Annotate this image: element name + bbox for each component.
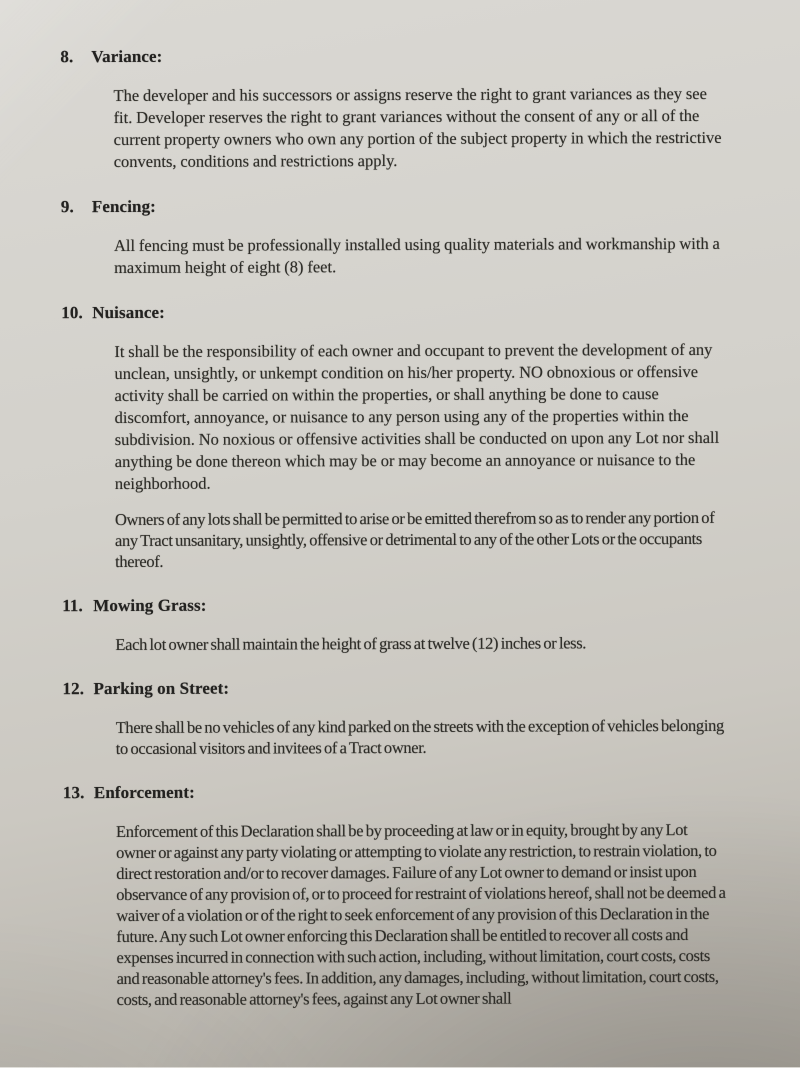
section-title: Nuisance: xyxy=(92,302,165,323)
section-nuisance xyxy=(61,291,728,572)
section-variance xyxy=(60,45,726,173)
section-paragraph: Each lot owner shall maintain the height of grass at twelve (12) inches or less. xyxy=(115,633,587,654)
section-mowing-grass xyxy=(62,584,728,655)
section-number: 8. xyxy=(60,47,74,67)
section-number: 12. xyxy=(62,679,85,699)
section-parking-on-street xyxy=(62,667,728,759)
section-paragraph: It shall be the responsibility of each owner and occupant to prevent the development of any unclean, unsightly, or unkempt condition on his/her property. NO obnoxious or offensive activity shall be carried on within the properties, or shall anything be done to cause discomfort, annoyance, or nuisance to any person using any of the properties within the subdivision. No noxious or offensive activities shall be conducted on upon any Lot nor shall anything be done thereon which may be or may become an annoyance or nuisance to the neighborhood. xyxy=(114,339,720,493)
section-paragraph: Enforcement of this Declaration shall be by proceeding at law or in equity, brought by any Lot owner or against any party violating or attempting to violate any restriction, to restrain violation, to direct restoration and/or to recover damages. Failure of any Lot owner to demand or insist upon observance of any provision of, or to proceed for restraint of violations hereof, shall not be deemed a waiver of a violation or of the right to seek enforcement of any provision of this Declaration in the future. Any such Lot owner enforcing this Declaration shall be entitled to recover all costs and expenses incurred in connection with such action, including, without limitation, court costs, costs and reasonable attorney's fees. In addition, any damages, including, without limitation, court costs, costs, and reasonable attorney's fees, against any Lot owner shall xyxy=(116,819,726,1009)
section-number: 10. xyxy=(61,303,83,323)
section-title: Enforcement: xyxy=(93,782,195,803)
section-heading-fencing xyxy=(61,185,727,217)
section-paragraph: All fencing must be professionally installed using quality materials and workmanship with a maximum height of eight (8) feet. xyxy=(113,233,720,277)
section-heading-nuisance xyxy=(61,291,727,323)
section-heading-variance xyxy=(60,45,726,67)
section-title: Fencing: xyxy=(91,196,156,217)
section-paragraph: There shall be no vehicles of any kind parked on the streets with the exception of vehicles belonging to occasional visitors and invitees of a Tract owner. xyxy=(115,715,724,758)
section-title: Mowing Grass: xyxy=(93,595,207,616)
section-number: 13. xyxy=(62,783,85,803)
section-paragraph: The developer and his successors or assigns reserve the right to grant variances as they see fit. Developer reserves the right to grant variances without the consent of any or all of the current property owners who own any portion of the subject property in which the restrictive convents, conditions and restrictions apply. xyxy=(113,83,722,171)
section-heading-mowing-grass xyxy=(62,584,728,616)
section-title: Parking on Street: xyxy=(93,678,230,699)
section-number: 9. xyxy=(60,197,74,217)
section-paragraph: Owners of any lots shall be permitted to arise or be emitted therefrom so as to render any portion of any Tract unsanitary, unsightly, offensive or detrimental to any of the other Lots or the occupants thereof. xyxy=(114,507,715,571)
section-title: Variance: xyxy=(91,46,163,67)
section-fencing xyxy=(61,185,727,279)
section-heading-enforcement xyxy=(63,771,729,803)
section-enforcement xyxy=(63,771,730,1010)
section-heading-parking-on-street xyxy=(62,667,728,699)
section-number: 11. xyxy=(62,596,83,616)
